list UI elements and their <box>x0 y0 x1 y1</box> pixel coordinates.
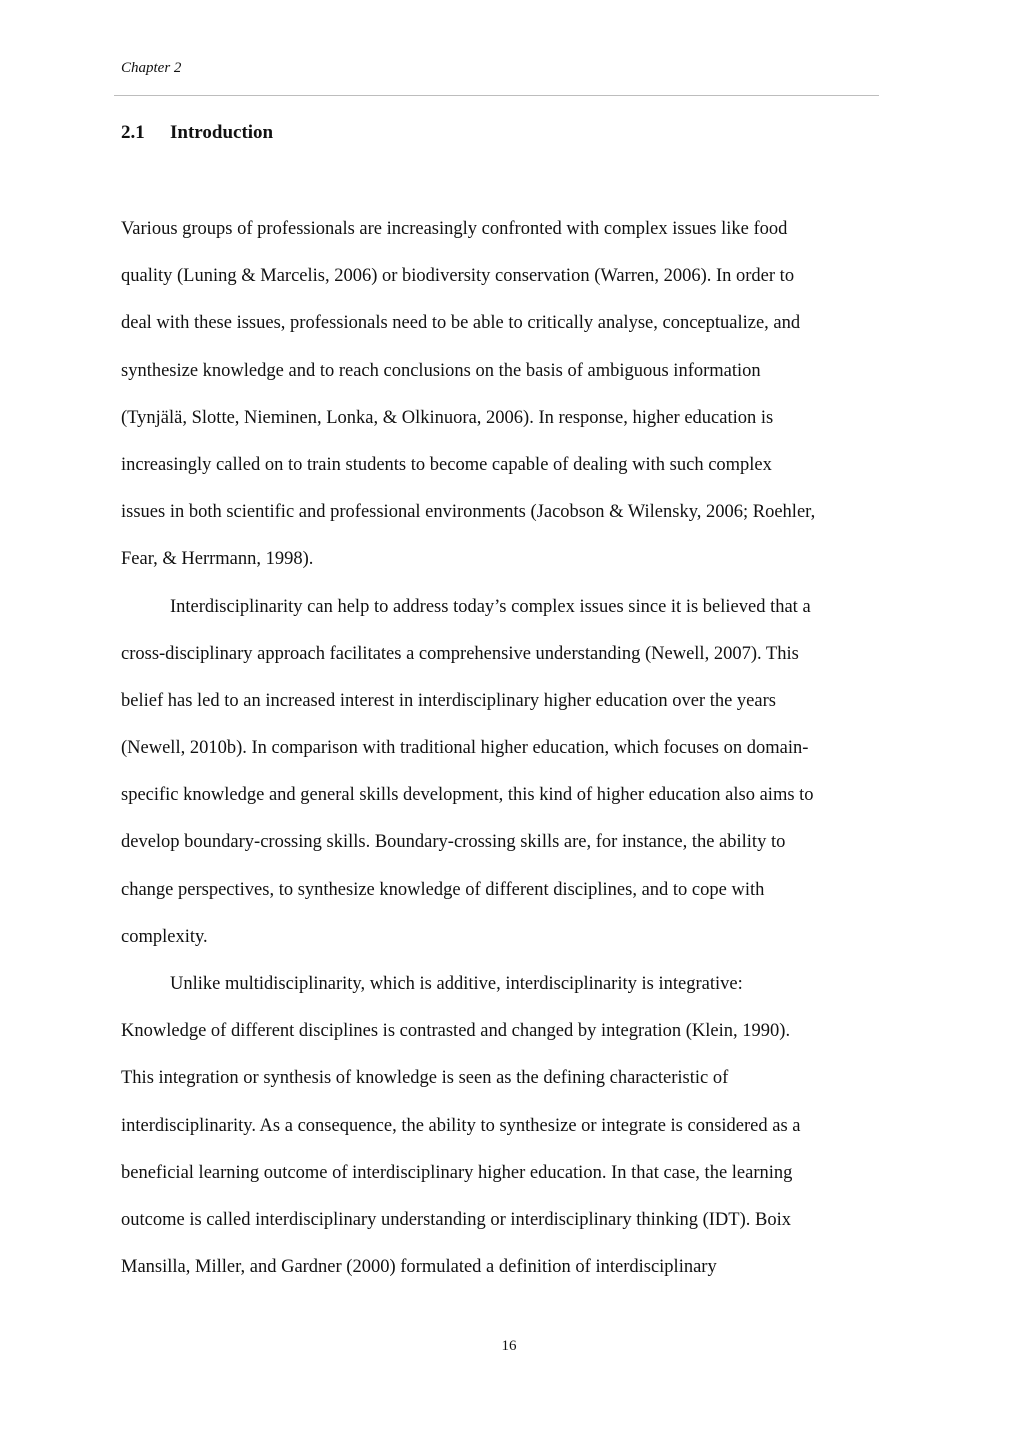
section-title: Introduction <box>170 122 274 143</box>
text-line: cross-disciplinary approach facilitates a comprehensive understanding (Newell, 2007). This <box>121 643 799 664</box>
text-line: Mansilla, Miller, and Gardner (2000) formulated a definition of interdisciplinary <box>121 1257 717 1278</box>
text-line: outcome is called interdisciplinary understanding or interdisciplinary thinking (IDT). Boix <box>121 1209 791 1230</box>
text-line: Knowledge of different disciplines is contrasted and changed by integration (Klein, 1990). <box>121 1021 791 1042</box>
text-line: beneficial learning outcome of interdisciplinary higher education. In that case, the learning <box>121 1162 793 1183</box>
text-line: This integration or synthesis of knowledge is seen as the defining characteristic of <box>121 1068 729 1089</box>
text-line: belief has led to an increased interest in interdisciplinary higher education over the years <box>121 690 776 711</box>
page-number: 16 <box>501 1338 517 1354</box>
text-line: interdisciplinarity. As a consequence, the ability to synthesize or integrate is considered as a <box>121 1115 801 1136</box>
text-line: increasingly called on to train students to become capable of dealing with such complex <box>121 454 772 475</box>
header-divider <box>114 95 879 96</box>
text-line: (Tynjälä, Slotte, Nieminen, Lonka, & Olkinuora, 2006). In response, higher education is <box>121 407 774 428</box>
text-line: synthesize knowledge and to reach conclusions on the basis of ambiguous information <box>121 360 761 381</box>
text-line: Interdisciplinarity can help to address today’s complex issues since it is believed that a <box>170 596 811 617</box>
text-line: develop boundary-crossing skills. Boundary-crossing skills are, for instance, the ability to <box>121 832 786 853</box>
text-line: Unlike multidisciplinarity, which is additive, interdisciplinarity is integrative: <box>170 974 743 994</box>
text-line: quality (Luning & Marcelis, 2006) or biodiversity conservation (Warren, 2006). In order to <box>121 266 795 287</box>
text-line: complexity. <box>121 926 208 947</box>
text-line: specific knowledge and general skills development, this kind of higher education also aims to <box>121 785 814 806</box>
text-line: issues in both scientific and professional environments (Jacobson & Wilensky, 2006; Roehler, <box>121 502 816 523</box>
text-line: (Newell, 2010b). In comparison with traditional higher education, which focuses on domain- <box>121 738 809 759</box>
running-header: Chapter 2 <box>121 60 182 76</box>
body-text <box>121 206 911 1291</box>
text-line: Various groups of professionals are increasingly confronted with complex issues like food <box>121 219 788 239</box>
text-line: change perspectives, to synthesize knowledge of different disciplines, and to cope with <box>121 879 765 900</box>
text-line: deal with these issues, professionals need to be able to critically analyse, conceptualize, and <box>121 313 801 334</box>
section-number: 2.1 <box>121 122 145 143</box>
text-line: Fear, & Herrmann, 1998). <box>121 549 314 570</box>
section-heading <box>121 120 273 146</box>
